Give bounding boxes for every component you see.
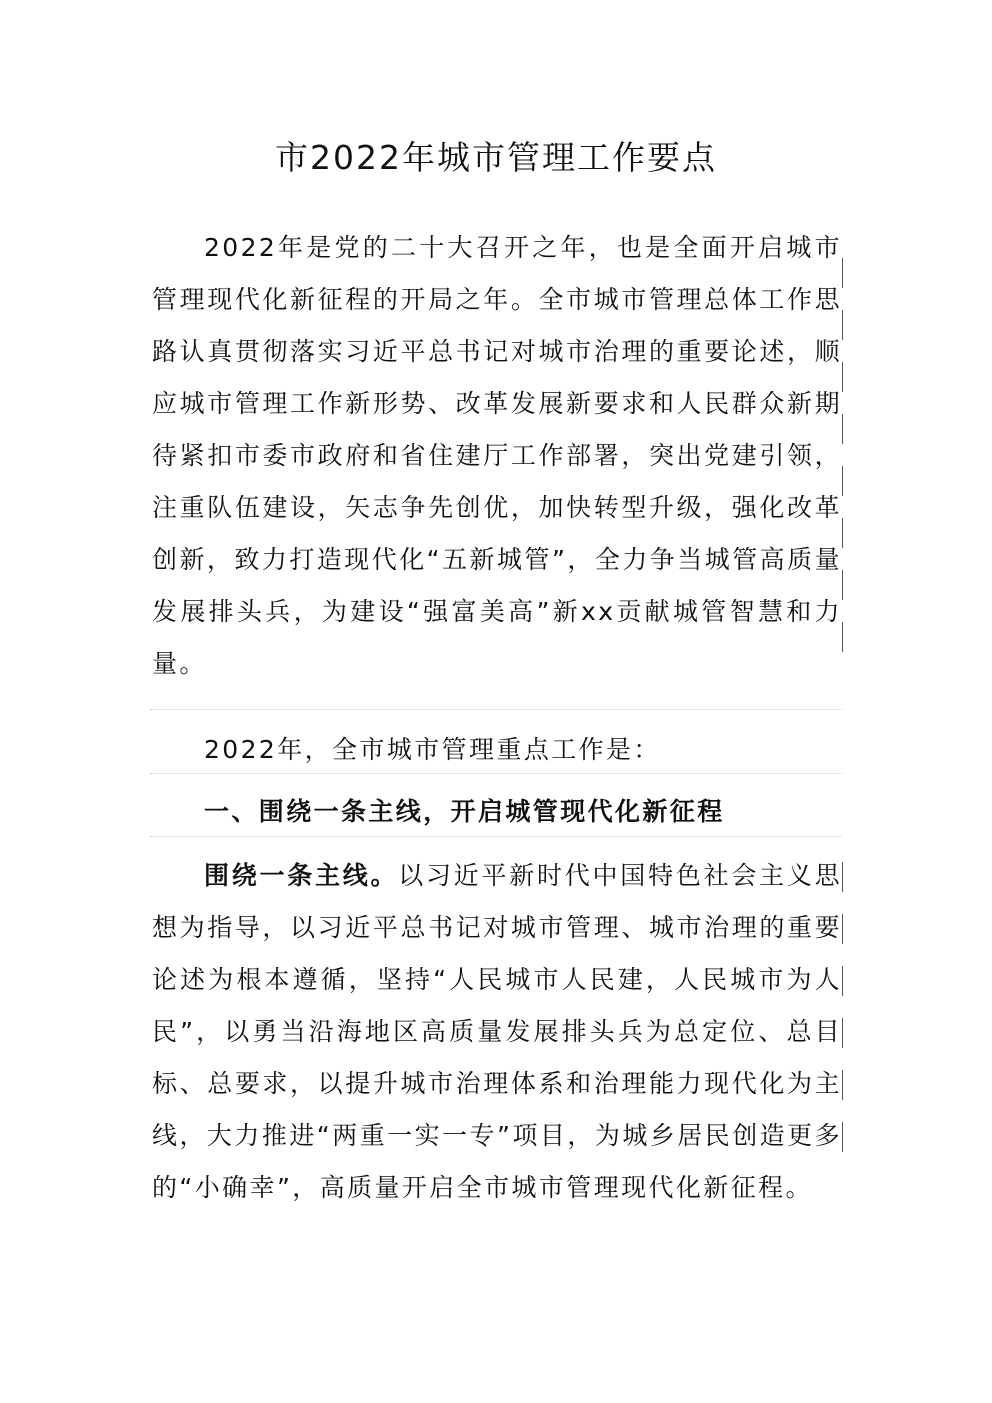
section-1-heading: 一、围绕一条主线，开启城管现代化新征程: [204, 797, 725, 826]
section-1-body: 以习近平新时代中国特色社会主义思想为指导，以习近平总书记对城市管理、城市治理的重要论述为根本遵循，坚持“人民城市人民建，人民城市为人民”，以勇当沿海地区高质量发展排头兵为总定位、总目标、总要求，以提升城市治理体系和治理能力现代化为主线，大力推进“两重一实一专”项目，为城乡居民创造更多的“小确幸”，高质量开启全市城市管理现代化新征程。: [152, 861, 842, 1202]
margin-marker: [842, 862, 843, 892]
section-1-lead: 围绕一条主线。: [204, 861, 399, 890]
margin-marker: [842, 1018, 843, 1048]
margin-marker: [842, 966, 843, 996]
margin-marker: [842, 1122, 843, 1152]
paragraph-divider: [150, 773, 842, 774]
paragraph-divider: [150, 709, 842, 710]
margin-marker: [842, 414, 843, 444]
margin-marker: [842, 258, 843, 288]
key-work-intro: 2022年，全市城市管理重点工作是：: [204, 735, 661, 764]
intro-paragraph: 2022年是党的二十大召开之年，也是全面开启城市管理现代化新征程的开局之年。全市城市管理总体工作思路认真贯彻落实习近平总书记对城市治理的重要论述，顺应城市管理工作新形势、改革发展新要求和人民群众新期待紧扣市委市政府和省住建厅工作部署，突出党建引领，注重队伍建设，矢志争先创优，加快转型升级，强化改革创新，致力打造现代化“五新城管”，全力争当城管高质量发展排头兵，为建设“强富美高”新xx贡献城管智慧和力量。: [152, 233, 842, 678]
margin-marker: [842, 570, 843, 600]
margin-marker: [842, 518, 843, 548]
document-title: 市2022年城市管理工作要点: [275, 138, 717, 177]
margin-marker: [842, 362, 843, 392]
margin-marker: [842, 914, 843, 944]
margin-marker: [842, 466, 843, 496]
paragraph-divider: [150, 836, 842, 837]
margin-marker: [842, 622, 843, 652]
margin-marker: [842, 310, 843, 340]
margin-marker: [842, 1070, 843, 1100]
section-1-paragraph: [152, 850, 842, 1214]
